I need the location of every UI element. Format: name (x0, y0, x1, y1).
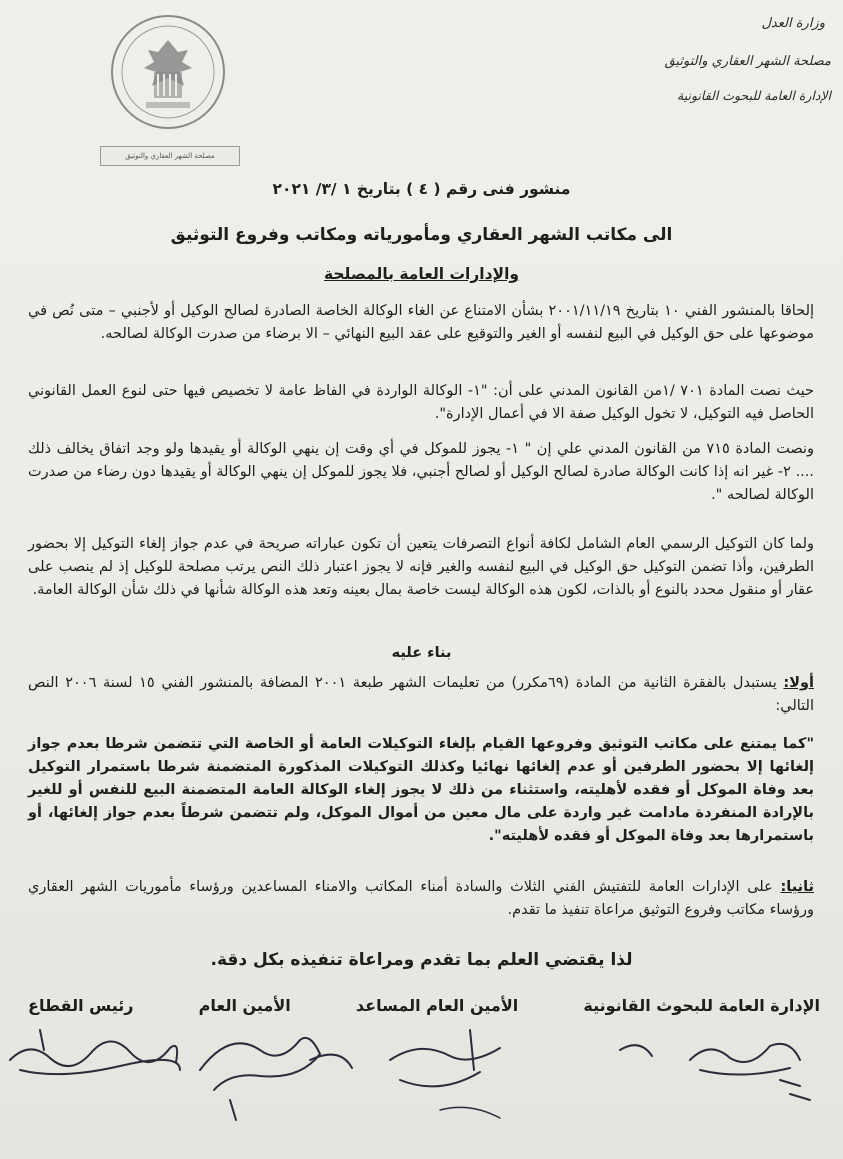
signatory-assistant-secretary: الأمين العام المساعد (355, 996, 519, 1015)
handwritten-signatures (0, 1010, 843, 1150)
paragraph-second (28, 876, 814, 922)
signature-legal-research (620, 1044, 800, 1075)
first-text: يستبدل بالفقرة الثانية من المادة (٦٩مكرر) من تعليمات الشهر طبعة ٢٠٠١ المضافة بالمنشور الفني ١٥ لسنة ٢٠٠٦ النص التالي: (28, 675, 814, 714)
letterhead (601, 14, 831, 106)
paragraph-article-715: ونصت المادة ٧١٥ من القانون المدني علي إن " ١- يجوز للموكل في أي وقت إن ينهي الوكالة أو يقيدها ولو وجد اتفاق يخالف ذلك .... ٢- غير انه إذا كانت الوكالة صادرة لصالح الوكيل أو لصالح أجنبي، فلا يجوز للموكل إن ينهي الوكالة أو يقيدها دون رضاء من صدرت الوكالة لصالحه ". (28, 441, 815, 503)
department-name: الإدارة العامة للبحوث القانونية (677, 88, 831, 103)
paragraph-quote: "كما يمتنع على مكاتب التوثيق وفروعها القيام بإلغاء التوكيلات العامة أو الخاصة التي تتضمن شرطا بعدم جواز إلغائها إلا بحضور الطرفين أو عدم إلغائها نهائيا وكذلك التوكيلات المذكورة المتضمنة شرطا باستمرار التوكيل بعد وفاة الموكل أو فقده لأهليته، واستثناء من ذلك لا يجوز إلغاء الوكالة العامة المتضمنة البيع للنفس أو للغير بالإرادة المنفردة مادامت غير واردة على مال معين من أموال الموكل، ولم تتضمن شرطاً بعدم جواز إلغائها، أو باستمرارها بعد وفاة الموكل أو فقده لأهليته". (28, 736, 814, 844)
paragraph-first (28, 672, 814, 718)
first-label: أولا: (783, 675, 815, 691)
authority-name: مصلحة الشهر العقاري والتوثيق (664, 54, 831, 69)
signatory-secretary-general: الأمين العام (198, 996, 291, 1015)
addressee-line-2: والإدارات العامة بالمصلحة (323, 265, 520, 283)
paragraph-reference: إلحاقا بالمنشور الفني ١٠ بتاريخ ٢٠٠١/١١/١٩ بشأن الامتناع عن الغاء الوكالة الخاصة الصادرة لصالح الوكيل أو لأجنبي – متى نُص في موضوعها على حق الوكيل في البيع لنفسه أو الغير والتوقيع على عقد البيع النهائي – الا برضاء من صدرت الوكالة لصالحه. (28, 303, 815, 342)
closing-line: لذا يقتضي العلم بما تقدم ومراعاة تنفيذه بكل دقة. (210, 950, 633, 970)
addressee-line: الى مكاتب الشهر العقاري ومأمورياته ومكاتب وفروع التوثيق (170, 225, 673, 245)
signatory-legal-research: الإدارة العامة للبحوث القانونية (583, 996, 820, 1015)
signature-assistant-secretary (390, 1030, 500, 1086)
signature-sector-head (10, 1041, 177, 1066)
ministry-seal-icon (108, 12, 228, 132)
ministry-name: وزارة العدل (761, 16, 825, 31)
second-text: على الإدارات العامة للتفتيش الفني الثلاث والسادة أمناء المكاتب والامناء المساعدين ورؤساء مأموريات الشهر العقاري ورؤساء مكاتب وفروع التوثيق مراعاة تنفيذ ما تقدم. (28, 879, 814, 918)
paragraph-reasoning: ولما كان التوكيل الرسمي العام الشامل لكافة أنواع التصرفات يتعين أن تكون عباراته صريحة في عدم جواز إلغاء التوكيل إلا بحضور الطرفين، وأذا تضمن التوكيل حق الوكيل في البيع لنفسه والغير فإنه لا يجوز اعتبار ذلك النص يرتب مصلحة للوكيل إذ لم ينصب على عقار أو منقول محدد بالنوع أو بالذات، لكون هذه الوكالة ليست خاصة بمال بعينه وتعد هذه الوكالة شأنها في ذلك شأن الوكالة العامة. (28, 536, 814, 598)
signatory-sector-head: رئيس القطاع (28, 996, 134, 1015)
paragraph-article-701: حيث نصت المادة ٧٠١ /١من القانون المدني على أن: "١- الوكالة الواردة في الفاظ عامة لا تخصيص فيها حتى لنوع العمل القانوني الحاصل فيه التوكيل، لا تخول الوكيل صفة الا في أعمال الإدارة". (28, 383, 814, 422)
signature-secretary-general (200, 1038, 320, 1090)
seal-caption: مصلحة الشهر العقاري والتوثيق (100, 146, 240, 166)
circular-title: منشور فنى رقم ( ٤ ) بتاريخ ١ /٣/ ٢٠٢١ (272, 180, 571, 198)
based-on-heading: بناء عليه (391, 645, 452, 661)
second-label: ثانيا: (780, 879, 814, 895)
